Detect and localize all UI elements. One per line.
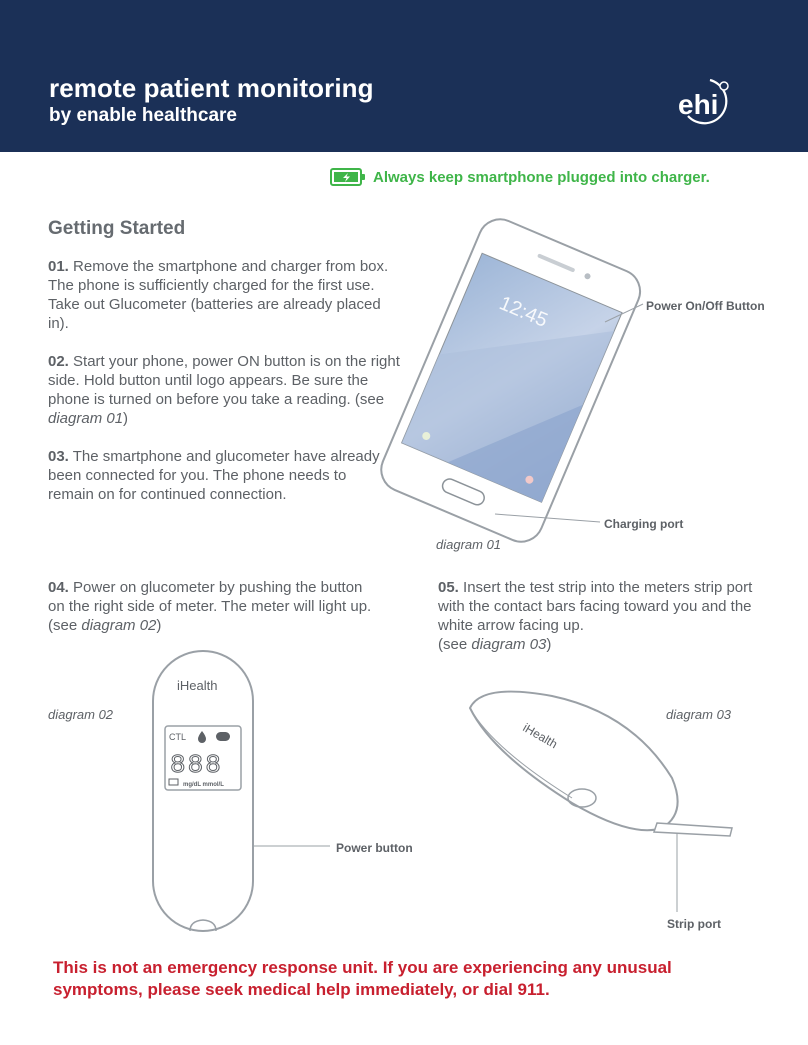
step-03: [48, 447, 393, 504]
step-01: [48, 257, 393, 333]
diagram-01-label: diagram 01: [436, 537, 502, 552]
step-suffix: ): [156, 617, 162, 634]
step-04: [48, 578, 378, 635]
step-number: 04.: [48, 579, 69, 596]
ehi-logo: [676, 76, 738, 126]
emergency-warning: This is not an emergency response unit. If you are experiencing any unusual symptoms, please seek medical help immediately, or dial 911.: [53, 958, 672, 999]
step-02: [48, 352, 403, 428]
phone-illustration: [395, 240, 635, 530]
diagram-reference: diagram 01: [48, 410, 124, 427]
step-number: 01.: [48, 258, 69, 275]
step-number: 02.: [48, 353, 69, 370]
display-units: mg/dL mmol/L: [183, 782, 224, 788]
step-text: Remove the smartphone and charger from box. The phone is sufficiently charged for the first use. Take out Glucometer (batteries are already placed in).: [48, 258, 389, 332]
glucometer-front-illustration: [150, 648, 350, 938]
step-text: Insert the test strip into the meters strip port with the contact bars facing toward you and the white arrow facing up.: [438, 579, 753, 634]
bluetooth-icon: [216, 732, 230, 741]
diagram-reference: diagram 03: [471, 636, 547, 653]
display-ctl: CTL: [169, 732, 187, 742]
diagram-reference: diagram 02: [81, 617, 157, 634]
header-title: remote patient monitoring: [49, 73, 374, 103]
step-05: [438, 578, 773, 654]
battery-charging-icon: [330, 167, 366, 187]
charger-note-text: Always keep smartphone plugged into charger.: [373, 168, 710, 186]
step-number: 03.: [48, 448, 69, 465]
step-suffix: ): [123, 410, 129, 427]
diagram-03-label: diagram 03: [666, 707, 732, 722]
page-header: [0, 0, 808, 152]
step-text: Power on glucometer by pushing the button on the right side of meter. The meter will light up. (see: [48, 579, 372, 634]
step-suffix: (see: [438, 636, 472, 653]
callout-power-onoff-button: Power On/Off Button: [646, 299, 765, 313]
glucometer-side-illustration: [462, 688, 762, 898]
callout-charging-port: Charging port: [604, 517, 684, 531]
glucometer-side-brand: iHealth: [520, 720, 560, 752]
logo-text: ehi: [678, 89, 719, 120]
callout-power-button: Power button: [336, 841, 413, 855]
diagram-02-label: diagram 02: [48, 707, 114, 722]
glucometer-brand: iHealth: [177, 678, 218, 693]
display-digits: 888: [170, 750, 223, 780]
section-title: Getting Started: [48, 218, 186, 239]
step-suffix: ): [546, 636, 552, 653]
screen-clock: 12:45: [496, 292, 551, 332]
charger-note: [330, 166, 710, 188]
step-number: 05.: [438, 579, 459, 596]
callout-strip-port: Strip port: [667, 917, 721, 931]
step-text: Start your phone, power ON button is on the right side. Hold button until logo appears. Be sure the phone is turned on before you take a reading. (see: [48, 353, 400, 408]
header-subtitle: by enable healthcare: [49, 105, 237, 126]
step-text: The smartphone and glucometer have already been connected for you. The phone needs to remain on for continued connection.: [48, 448, 380, 503]
